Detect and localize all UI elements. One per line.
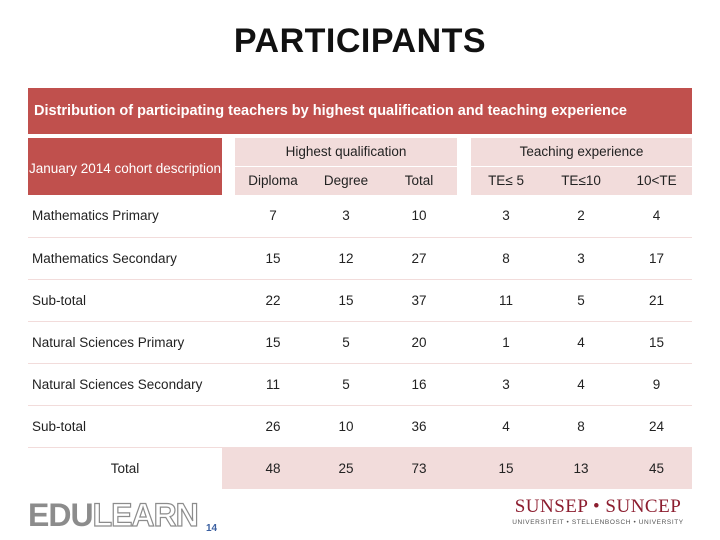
slide-title: PARTICIPANTS bbox=[233, 22, 487, 60]
sunsep-suncep-logo bbox=[508, 496, 688, 528]
table-cell: 7 bbox=[235, 195, 311, 237]
table-cell: 48 bbox=[235, 447, 311, 489]
logo-text-learn: LEARN bbox=[92, 497, 198, 533]
table-row bbox=[28, 321, 692, 363]
table-caption: Distribution of participating teachers by highest qualification and teaching experience bbox=[28, 88, 692, 134]
table-row bbox=[28, 447, 692, 489]
column-header: 10<TE bbox=[621, 166, 692, 195]
table-cell: 5 bbox=[541, 279, 621, 321]
table-cell: 5 bbox=[311, 321, 381, 363]
row-label: Natural Sciences Secondary bbox=[28, 363, 222, 405]
table-cell: 16 bbox=[381, 363, 457, 405]
table-cell: 24 bbox=[621, 405, 692, 447]
table-cell: 8 bbox=[471, 237, 541, 279]
table-row bbox=[28, 237, 692, 279]
table-cell: 1 bbox=[471, 321, 541, 363]
table-cell: 15 bbox=[471, 447, 541, 489]
participants-table bbox=[28, 138, 692, 489]
table-cell: 15 bbox=[235, 321, 311, 363]
row-label: Mathematics Secondary bbox=[28, 237, 222, 279]
table-row bbox=[28, 405, 692, 447]
table-cell: 73 bbox=[381, 447, 457, 489]
table-row bbox=[28, 279, 692, 321]
table-cell: 10 bbox=[311, 405, 381, 447]
table-cell: 27 bbox=[381, 237, 457, 279]
column-header: Total bbox=[381, 166, 457, 195]
table-cell: 3 bbox=[471, 195, 541, 237]
table-cell: 9 bbox=[621, 363, 692, 405]
row-label: Sub-total bbox=[28, 279, 222, 321]
column-header: Degree bbox=[311, 166, 381, 195]
table-cell: 45 bbox=[621, 447, 692, 489]
table-cell: 25 bbox=[311, 447, 381, 489]
table-cell: 13 bbox=[541, 447, 621, 489]
logo-text-edu: EDU bbox=[28, 497, 93, 533]
row-label: Sub-total bbox=[28, 405, 222, 447]
table-cell: 26 bbox=[235, 405, 311, 447]
table-cell: 4 bbox=[621, 195, 692, 237]
row-label: Mathematics Primary bbox=[28, 195, 222, 237]
table-row bbox=[28, 195, 692, 237]
table-cell: 15 bbox=[311, 279, 381, 321]
table-cell: 3 bbox=[311, 195, 381, 237]
row-label: Total bbox=[28, 447, 222, 489]
column-header: Diploma bbox=[235, 166, 311, 195]
logo-text-year: 14 bbox=[206, 523, 218, 534]
table-cell: 11 bbox=[235, 363, 311, 405]
table-cell: 10 bbox=[381, 195, 457, 237]
table-cell: 4 bbox=[471, 405, 541, 447]
table-cell: 11 bbox=[471, 279, 541, 321]
group-header-qualification: Highest qualification bbox=[235, 138, 457, 166]
table-cell: 22 bbox=[235, 279, 311, 321]
table-cell: 8 bbox=[541, 405, 621, 447]
table-cell: 4 bbox=[541, 321, 621, 363]
row-header: January 2014 cohort description bbox=[28, 138, 222, 195]
table-body bbox=[28, 195, 692, 489]
table-row bbox=[28, 363, 692, 405]
table-cell: 4 bbox=[541, 363, 621, 405]
table-cell: 36 bbox=[381, 405, 457, 447]
logo-main-text: SUNSEP • SUNCEP bbox=[514, 496, 682, 517]
row-label: Natural Sciences Primary bbox=[28, 321, 222, 363]
edulearn-logo bbox=[28, 498, 218, 532]
group-header-experience: Teaching experience bbox=[471, 138, 692, 166]
table-cell: 12 bbox=[311, 237, 381, 279]
table-cell: 3 bbox=[471, 363, 541, 405]
column-header: TE≤10 bbox=[541, 166, 621, 195]
table-cell: 17 bbox=[621, 237, 692, 279]
logo-sub-text: UNIVERSITEIT • STELLENBOSCH • UNIVERSITY bbox=[512, 519, 684, 526]
table-cell: 37 bbox=[381, 279, 457, 321]
table-cell: 3 bbox=[541, 237, 621, 279]
table-cell: 15 bbox=[621, 321, 692, 363]
table-cell: 21 bbox=[621, 279, 692, 321]
table-cell: 2 bbox=[541, 195, 621, 237]
table-cell: 20 bbox=[381, 321, 457, 363]
table-cell: 15 bbox=[235, 237, 311, 279]
column-header: TE≤ 5 bbox=[471, 166, 541, 195]
table-cell: 5 bbox=[311, 363, 381, 405]
